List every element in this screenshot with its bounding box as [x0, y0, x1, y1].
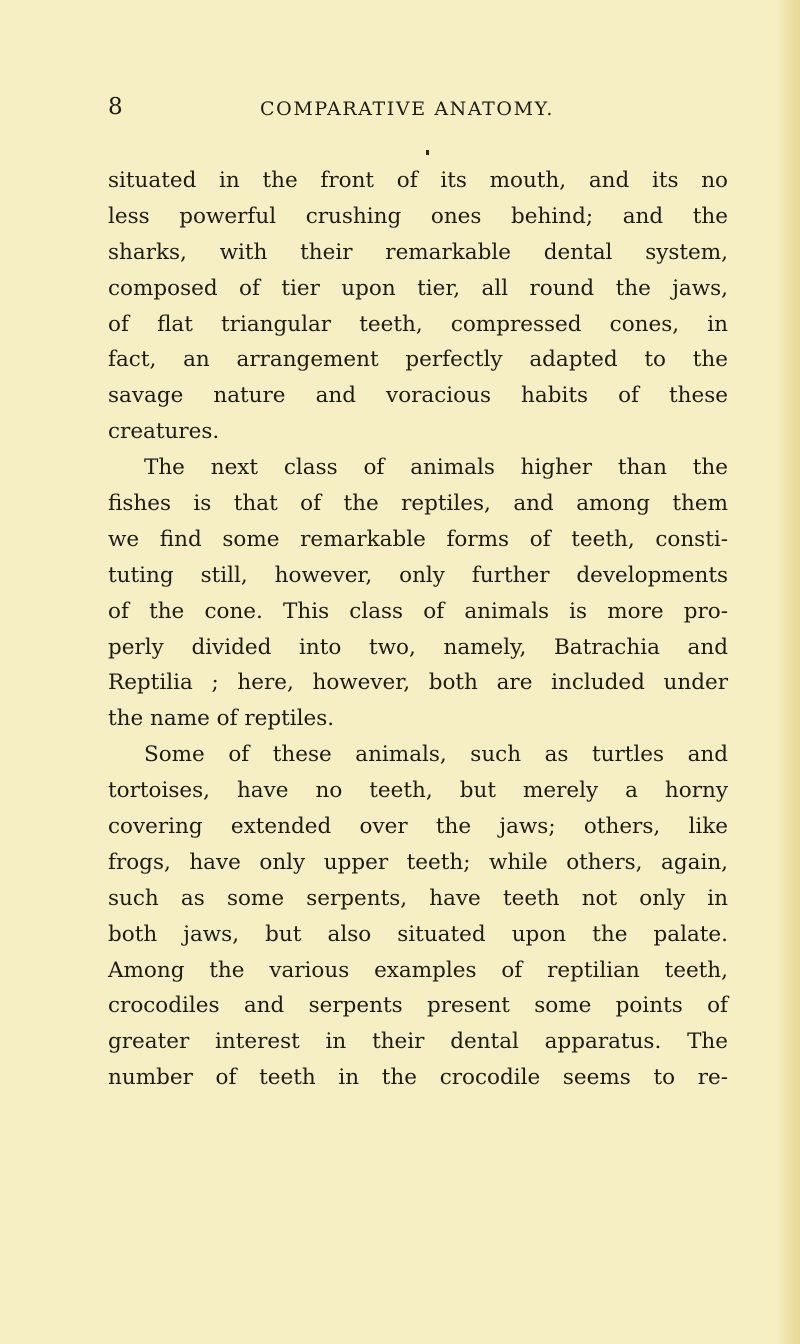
- text-line: frogs, have only upper teeth; while others, again,: [108, 849, 728, 875]
- ink-speck: [426, 150, 429, 155]
- text-line: Reptilia ; here, however, both are included under: [108, 670, 728, 696]
- text-line: such as some serpents, have teeth not only in: [108, 885, 728, 911]
- text-line: both jaws, but also situated upon the palate.: [108, 921, 728, 947]
- text-line: number of teeth in the crocodile seems to re-: [108, 1065, 728, 1091]
- page-number: 8: [108, 94, 124, 120]
- text-line: of flat triangular teeth, compressed cones, in: [108, 311, 728, 337]
- text-line: creatures.: [108, 419, 220, 445]
- running-title: COMPARATIVE ANATOMY.: [260, 98, 554, 120]
- paragraph-start-line: Some of these animals, such as turtles and: [144, 742, 728, 768]
- text-line: tuting still, however, only further developments: [108, 562, 728, 588]
- text-line: fact, an arrangement perfectly adapted to the: [108, 347, 728, 373]
- text-line: less powerful crushing ones behind; and the: [108, 203, 728, 229]
- body-text: [108, 163, 728, 1096]
- text-line: composed of tier upon tier, all round the jaws,: [108, 275, 728, 301]
- text-line: perly divided into two, namely, Batrachia and: [108, 634, 728, 660]
- text-line: savage nature and voracious habits of these: [108, 383, 728, 409]
- text-line: sharks, with their remarkable dental system,: [108, 239, 728, 265]
- text-line: crocodiles and serpents present some points of: [108, 993, 728, 1019]
- text-line: Among the various examples of reptilian teeth,: [108, 957, 728, 983]
- text-line: tortoises, have no teeth, but merely a horny: [108, 778, 728, 804]
- text-line: of the cone. This class of animals is more pro-: [108, 598, 728, 624]
- text-line: we find some remarkable forms of teeth, consti-: [108, 526, 728, 552]
- text-line: fishes is that of the reptiles, and among them: [108, 491, 728, 517]
- paragraph-start-line: The next class of animals higher than the: [144, 455, 728, 481]
- text-line: the name of reptiles.: [108, 706, 335, 732]
- text-line: greater interest in their dental apparatus. The: [108, 1029, 728, 1055]
- page-edge-shadow: [776, 0, 800, 1344]
- text-line: covering extended over the jaws; others, like: [108, 814, 728, 840]
- text-line: situated in the front of its mouth, and its no: [108, 168, 728, 193]
- page-header: [108, 94, 748, 134]
